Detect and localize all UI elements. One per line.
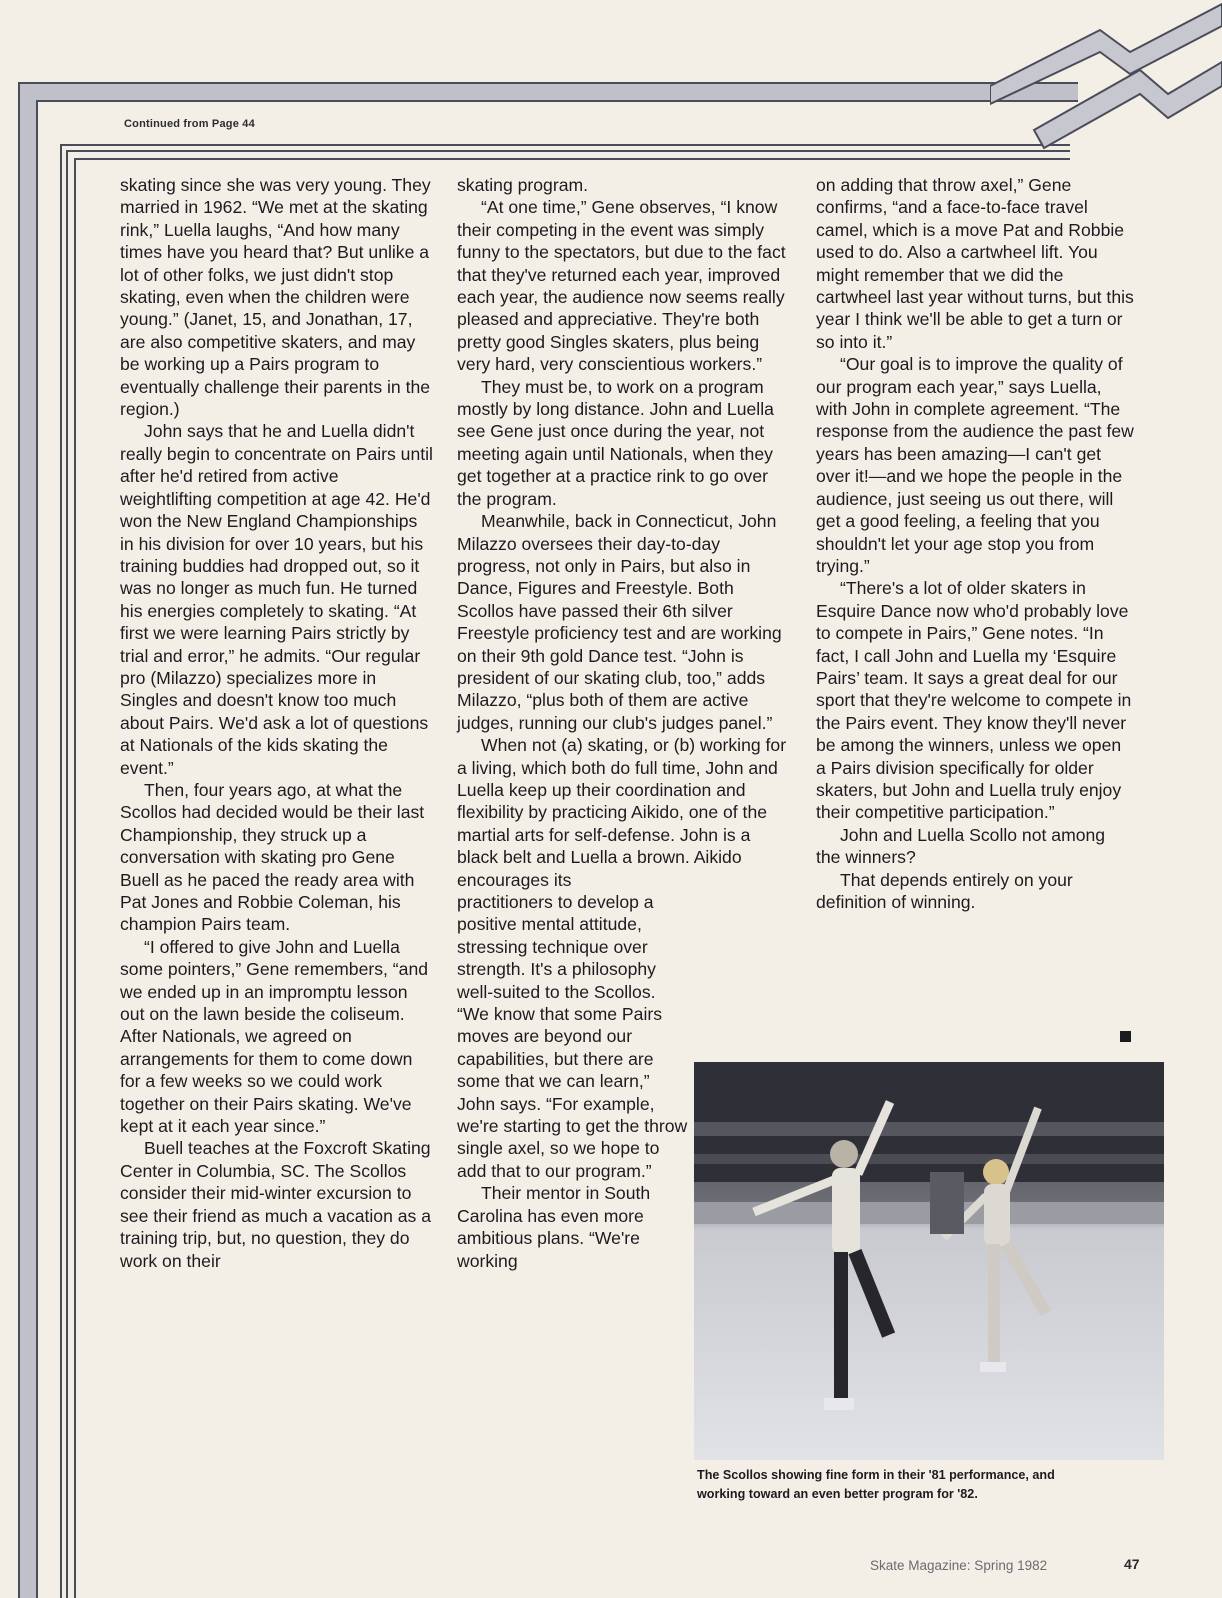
page-number: 47 bbox=[1124, 1556, 1140, 1572]
paragraph: That depends entirely on your definition of winning. bbox=[816, 869, 1073, 912]
article-column-3 bbox=[816, 174, 1134, 913]
paragraph: Then, four years ago, at what the Scollos had decided would be their last Championship, they struck up a conversation with skating pro Gene Buell as he paced the ready area with Pat Jones and Robbie Coleman, his champion Pairs team. bbox=[120, 779, 425, 935]
paragraph: skating since she was very young. They married in 1962. “We met at the skating rink,” Luella laughs, “And how many times have you heard that? But unlike a lot of other folks, we just didn't stop skating, even when the children were young.” (Janet, 15, and Jonathan, 17, are also competitive skaters, and may be working up a Pairs program to eventually challenge their parents in the region.) bbox=[120, 175, 431, 420]
caption-line-1: The Scollos showing fine form in their '81 performance, and bbox=[697, 1468, 1055, 1482]
end-of-article-mark bbox=[1120, 1031, 1131, 1042]
skaters-photo-illustration bbox=[694, 1062, 1164, 1460]
paragraph: Buell teaches at the Foxcroft Skating Center in Columbia, SC. The Scollos consider their mid-winter excursion to see their friend as much a vacation as a training trip, but, no question, they do work on their bbox=[120, 1138, 431, 1271]
paragraph: “I offered to give John and Luella some pointers,” Gene remembers, “and we ended up in an impromptu lesson out on the lawn beside the coliseum. After Nationals, we agreed on arrangements for them to come down for a few weeks so we could work together on their Pairs skating. We've kept at it each year since.” bbox=[120, 936, 429, 1137]
zigzag-ribbon-graphic bbox=[990, 0, 1222, 170]
continued-from-label: Continued from Page 44 bbox=[124, 118, 255, 130]
caption-line-2: working toward an even better program for '82. bbox=[697, 1487, 978, 1501]
paragraph: When not (a) skating, or (b) working for a living, which both do full time, John and Luella keep up their coordination and flexibility by practicing Aikido, one of the martial arts for self-defense. John is a black belt and Luella a brown. Aikido encourages its bbox=[457, 735, 787, 890]
paragraph: “Our goal is to improve the quality of our program each year,” says Luella, with John in complete agreement. “The response from the audience the past few years has been amazing—I can't get over it!—and we hope the people in the audience, just seeing us out there, will get a good feeling, a feeling that you shouldn't let your age stop you from trying.” bbox=[816, 354, 1134, 576]
article-column-1 bbox=[120, 174, 435, 1272]
photo-caption bbox=[697, 1466, 1167, 1504]
paragraph: Meanwhile, back in Connecticut, John Milazzo oversees their day-to-day progress, not only in Pairs, but also in Dance, Figures and Freestyle. Both Scollos have passed their 6th silver Freestyle proficiency test and are working on their 9th gold Dance test. “John is president of our skating club, too,” adds Milazzo, “plus both of them are active judges, running our club's judges panel.” bbox=[457, 511, 782, 733]
paragraph: John and Luella Scollo not among the winners? bbox=[816, 824, 1106, 868]
publication-folio: Skate Magazine: Spring 1982 bbox=[870, 1558, 1048, 1573]
paragraph: “There's a lot of older skaters in Esquire Dance now who'd probably love to compete in Pairs,” Gene notes. “In fact, I call John and Luella my ‘Esquire Pairs’ team. It says a great deal for our sport that they're welcome to compete in the Pairs event. They know they'll never be among the winners, unless we open a Pairs division specifically for older skaters, but John and Luella truly enjoy their competitive participation.” bbox=[816, 578, 1132, 823]
paragraph: on adding that throw axel,” Gene confirms, “and a face-to-face travel camel, which is a move Pat and Robbie used to do. Also a cartwheel lift. You might remember that we did the cartwheel last year without turns, but this year I think we'll be able to get a turn or so into it.” bbox=[816, 175, 1134, 352]
paragraph: “At one time,” Gene observes, “I know their competing in the event was simply funny to the spectators, but due to the fact that they've returned each year, improved each year, the audience now seems really pleased and appreciative. They're both pretty good Singles skaters, plus being very hard, very conscientious workers.” bbox=[457, 197, 786, 375]
paragraph: practitioners to develop a positive mental attitude, stressing technique over strength. It's a philosophy well-suited to the Scollos. “We know that some Pairs moves are beyond our capabilities, but there are some that we can learn,” John says. “For example, we're starting to get the throw single axel, so we hope to add that to our program.” bbox=[457, 892, 688, 1181]
paragraph: skating program. bbox=[457, 175, 589, 195]
skaters-photo bbox=[694, 1062, 1164, 1460]
paragraph: Their mentor in South Carolina has even more ambitious plans. “We're working bbox=[457, 1183, 651, 1271]
paragraph: They must be, to work on a program mostly by long distance. John and Luella see Gene just once during the year, not meeting again until Nationals, when they get together at a practice rink to go over the program. bbox=[457, 376, 774, 509]
paragraph: John says that he and Luella didn't really begin to concentrate on Pairs until after he'd retired from active weightlifting competition at age 42. He'd won the New England Championships in his division for over 10 years, but his training buddies had dropped out, so it was no longer as much fun. He turned his energies completely to skating. “At first we were learning Pairs strictly by trial and error,” he admits. “Our regular pro (Milazzo) specializes more in Singles and doesn't know too much about Pairs. We'd ask a lot of questions at Nationals of the kids skating the event.” bbox=[120, 421, 433, 778]
